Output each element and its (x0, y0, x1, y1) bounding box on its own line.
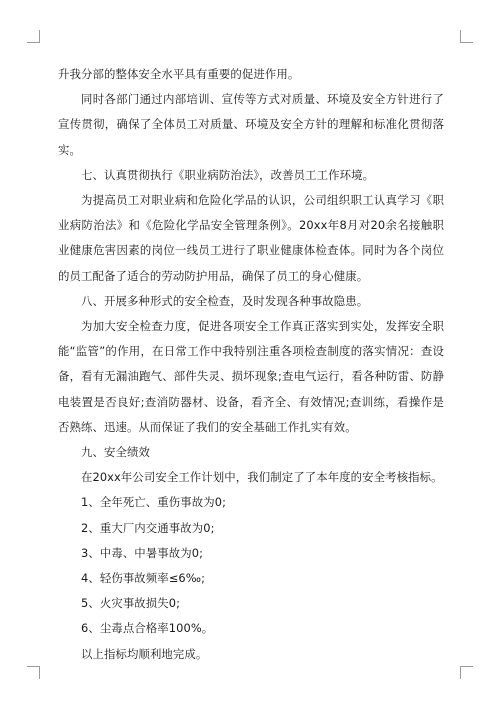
body-paragraph: 同时各部门通过内部培训、宣传等方式对质量、环境及安全方针进行了宣传贯彻，确保了全体员工对质量、环境及安全方针的理解和标准化贯彻落实。 (58, 92, 444, 157)
body-paragraph: 2、重大厂内交通事故为0; (81, 520, 215, 535)
crop-mark-bottom-left (27, 666, 40, 679)
body-paragraph: 九、安全绩效 (81, 445, 150, 460)
body-paragraph: 4、轻伤事故频率≤6‰; (81, 571, 206, 586)
body-paragraph: 为加大安全检查力度，促进各项安全工作真正落实到实处，发挥安全职能“监管”的作用，在日常工作中我特别注重各项检查制度的落实情况：查设备，看有无漏油跑气、部件失灵、损坏现象;查电气运行，看各种防雷、防静电装置是否良好;查消防器材、设备，看齐全、有效情况;查训练，看操作是否熟练、迅速。从而保证了我们的安全基础工作扎实有效。 (58, 319, 444, 434)
body-paragraph: 在20xx年公司安全工作计划中，我们制定了了本年度的安全考核指标。 (81, 470, 443, 485)
crop-mark-top-right (460, 30, 473, 43)
body-paragraph: 1、全年死亡、重伤事故为0; (81, 495, 227, 510)
body-paragraph: 升我分部的整体安全水平具有重要的促进作用。 (58, 67, 300, 81)
crop-mark-top-left (27, 30, 40, 43)
document-body (58, 62, 444, 667)
body-paragraph: 八、开展多种形式的安全检查，及时发现各种事故隐患。 (81, 293, 369, 308)
body-paragraph: 3、中毒、中暑事故为0; (81, 545, 204, 560)
crop-mark-bottom-right (460, 666, 473, 679)
body-paragraph: 5、火灾事故损失0; (81, 596, 181, 611)
body-paragraph: 6、尘毒点合格率100%。 (81, 621, 214, 636)
body-paragraph: 以上指标均顺利地完成。 (81, 646, 208, 661)
body-paragraph: 为提高员工对职业病和危险化学品的认识，公司组织职工认真学习《职业病防治法》和《危险化学品安全管理条例》。20xx年8月对20余名接触职业健康危害因素的岗位一线员工进行了职业健康体检查体。同时为各个岗位的员工配备了适合的劳动防护用品，确保了员工的身心健康。 (58, 193, 444, 283)
body-paragraph: 七、认真贯彻执行《职业病防治法》，改善员工工作环境。 (81, 167, 375, 182)
